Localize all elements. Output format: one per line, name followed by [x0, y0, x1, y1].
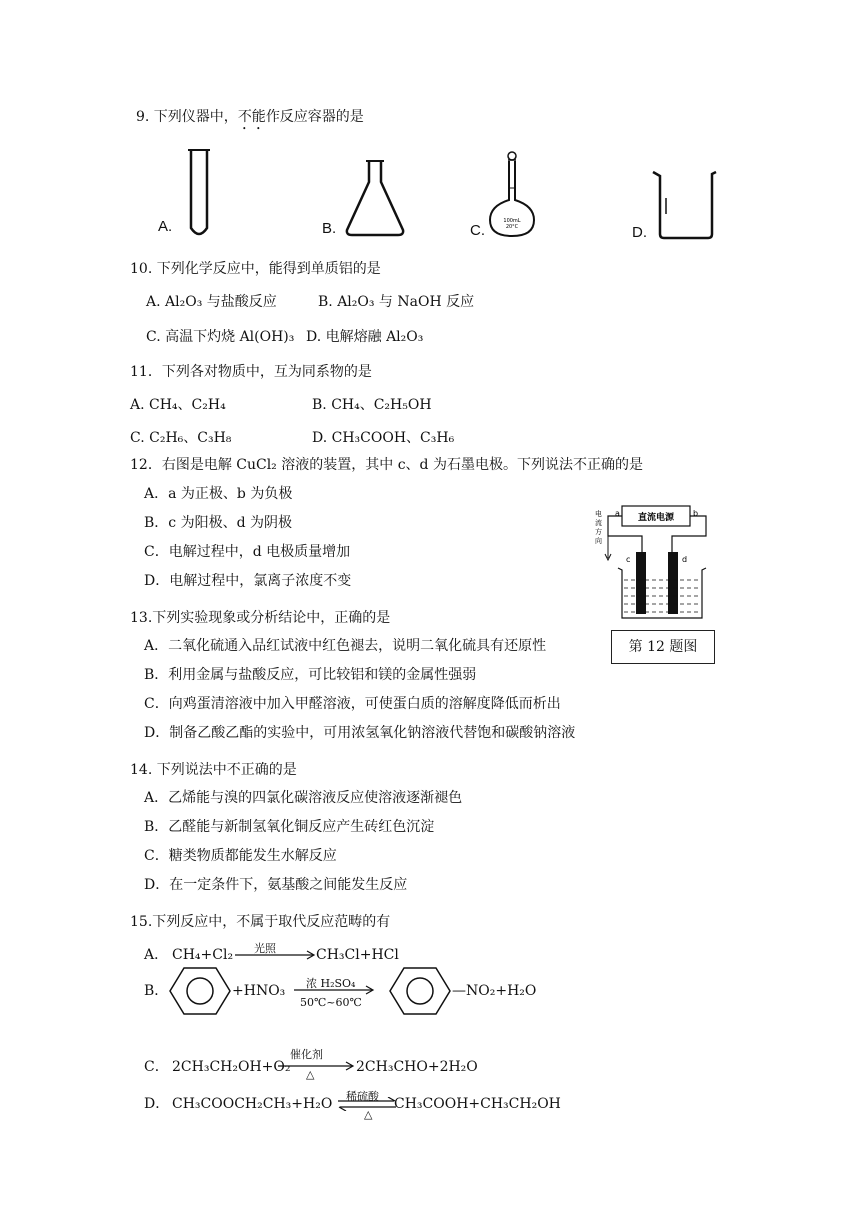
q15-b-reactants: +HNO₃ — [232, 983, 286, 999]
q12-option-a: A．a 为正极、b 为负极 — [144, 486, 293, 502]
q15-b-arrow — [292, 985, 376, 995]
q12-stem: 12．右图是电解 CuCl₂ 溶液的装置，其中 c、d 为石墨电极。下列说法不正确的是 — [130, 457, 643, 473]
q15-b-condition-top: 浓 H₂SO₄ — [306, 977, 356, 990]
electrode-c-label: c — [626, 555, 631, 564]
conical-flask-figure — [342, 158, 408, 238]
q10-stem: 10. 下列化学反应中，能得到单质铝的是 — [130, 261, 381, 277]
q13-option-d: D．制备乙酸乙酯的实验中，可用浓氢氧化钠溶液代替饱和碳酸钠溶液 — [144, 725, 576, 741]
q11-option-c: C. C₂H₆、C₃H₈ — [130, 430, 232, 446]
q9-label-a: A. — [158, 218, 173, 235]
q15-d-condition-top: 稀硫酸 — [346, 1090, 379, 1103]
q13-option-b: B．利用金属与盐酸反应，可比较铝和镁的金属性强弱 — [144, 667, 477, 683]
q13-stem: 13.下列实验现象或分析结论中，正确的是 — [130, 610, 391, 626]
q15-a-condition: 光照 — [254, 942, 276, 955]
q15-stem: 15.下列反应中，不属于取代反应范畴的有 — [130, 914, 391, 930]
q11-option-a: A. CH₄、C₂H₄ — [130, 397, 226, 413]
q15-c-products: 2CH₃CHO+2H₂O — [356, 1059, 478, 1075]
flask-marking-volume: 100mL — [503, 218, 521, 224]
q10-option-c: C. 高温下灼烧 Al(OH)₃ — [146, 329, 295, 345]
q15-a-arrow — [233, 950, 317, 960]
q14-option-a: A．乙烯能与溴的四氯化碳溶液反应使溶液逐渐褪色 — [144, 790, 463, 806]
q15-c-reactants: 2CH₃CH₂OH+O₂ — [172, 1059, 291, 1075]
q15-c-condition-bottom: △ — [306, 1068, 315, 1081]
electrode-d — [668, 552, 678, 614]
q12-figure-caption: 第 12 题图 — [611, 630, 715, 664]
current-direction-label: 电流方向 — [595, 510, 602, 545]
terminal-b-label: b — [693, 509, 699, 518]
q12-option-c: C．电解过程中，d 电极质量增加 — [144, 544, 351, 560]
q13-option-a: A．二氧化硫通入品红试液中红色褪去，说明二氧化硫具有还原性 — [144, 638, 547, 654]
q12-option-b: B．c 为阳极、d 为阴极 — [144, 515, 292, 531]
q11-stem: 11．下列各对物质中，互为同系物的是 — [130, 364, 372, 380]
terminal-a-label: a — [615, 509, 620, 518]
q15-d-reactants: CH₃COOCH₂CH₃+H₂O — [172, 1096, 333, 1112]
nitrobenzene-ring-icon — [388, 966, 452, 1016]
q13-option-c: C．向鸡蛋清溶液中加入甲醛溶液，可使蛋白质的溶解度降低而析出 — [144, 696, 561, 712]
test-tube-figure — [180, 146, 220, 242]
q11-option-d: D. CH₃COOH、C₃H₆ — [312, 430, 455, 446]
q15-b-condition-bottom: 50℃~60℃ — [300, 996, 362, 1009]
q15-option-d-label: D． — [144, 1096, 170, 1112]
q15-c-condition-top: 催化剂 — [290, 1048, 323, 1061]
benzene-ring-icon — [168, 966, 232, 1016]
q14-option-b: B．乙醛能与新制氢氧化铜反应产生砖红色沉淀 — [144, 819, 435, 835]
q10-option-d: D. 电解熔融 Al₂O₃ — [306, 329, 424, 345]
q14-stem: 14. 下列说法中不正确的是 — [130, 762, 297, 778]
q15-option-b-label: B． — [144, 983, 169, 999]
q15-b-products: —NO₂+H₂O — [452, 983, 537, 999]
q15-a-reactants: CH₄+Cl₂ — [172, 947, 234, 963]
beaker-figure — [650, 168, 718, 242]
q15-option-c-label: C． — [144, 1059, 169, 1075]
electrode-c — [636, 552, 646, 614]
volumetric-flask-figure — [486, 150, 538, 240]
electrode-d-label: d — [682, 555, 688, 564]
q12-option-d: D．电解过程中，氯离子浓度不变 — [144, 573, 352, 589]
q15-c-arrow — [276, 1061, 356, 1071]
q15-d-products: CH₃COOH+CH₃CH₂OH — [394, 1096, 561, 1112]
q9-label-d: D. — [632, 224, 647, 241]
q9-label-c: C. — [470, 222, 485, 239]
q10-option-b: B. Al₂O₃ 与 NaOH 反应 — [318, 294, 475, 310]
q14-option-d: D．在一定条件下，氨基酸之间能发生反应 — [144, 877, 408, 893]
q10-option-a: A. Al₂O₃ 与盐酸反应 — [146, 294, 277, 310]
q14-option-c: C．糖类物质都能发生水解反应 — [144, 848, 337, 864]
q15-option-a-label: A． — [144, 947, 169, 963]
electrolysis-figure — [592, 496, 732, 624]
q11-option-b: B. CH₄、C₂H₅OH — [312, 397, 432, 413]
q9-stem: 9. 下列仪器中，不能作反应容器的是 — [136, 109, 364, 125]
q15-d-condition-bottom: △ — [364, 1108, 373, 1121]
q9-emphasis: 不能 — [237, 109, 266, 125]
power-supply-label: 直流电源 — [637, 513, 675, 523]
q15-a-products: CH₃Cl+HCl — [316, 947, 399, 963]
flask-marking-temp: 20°C — [505, 224, 519, 230]
q9-label-b: B. — [322, 220, 337, 237]
